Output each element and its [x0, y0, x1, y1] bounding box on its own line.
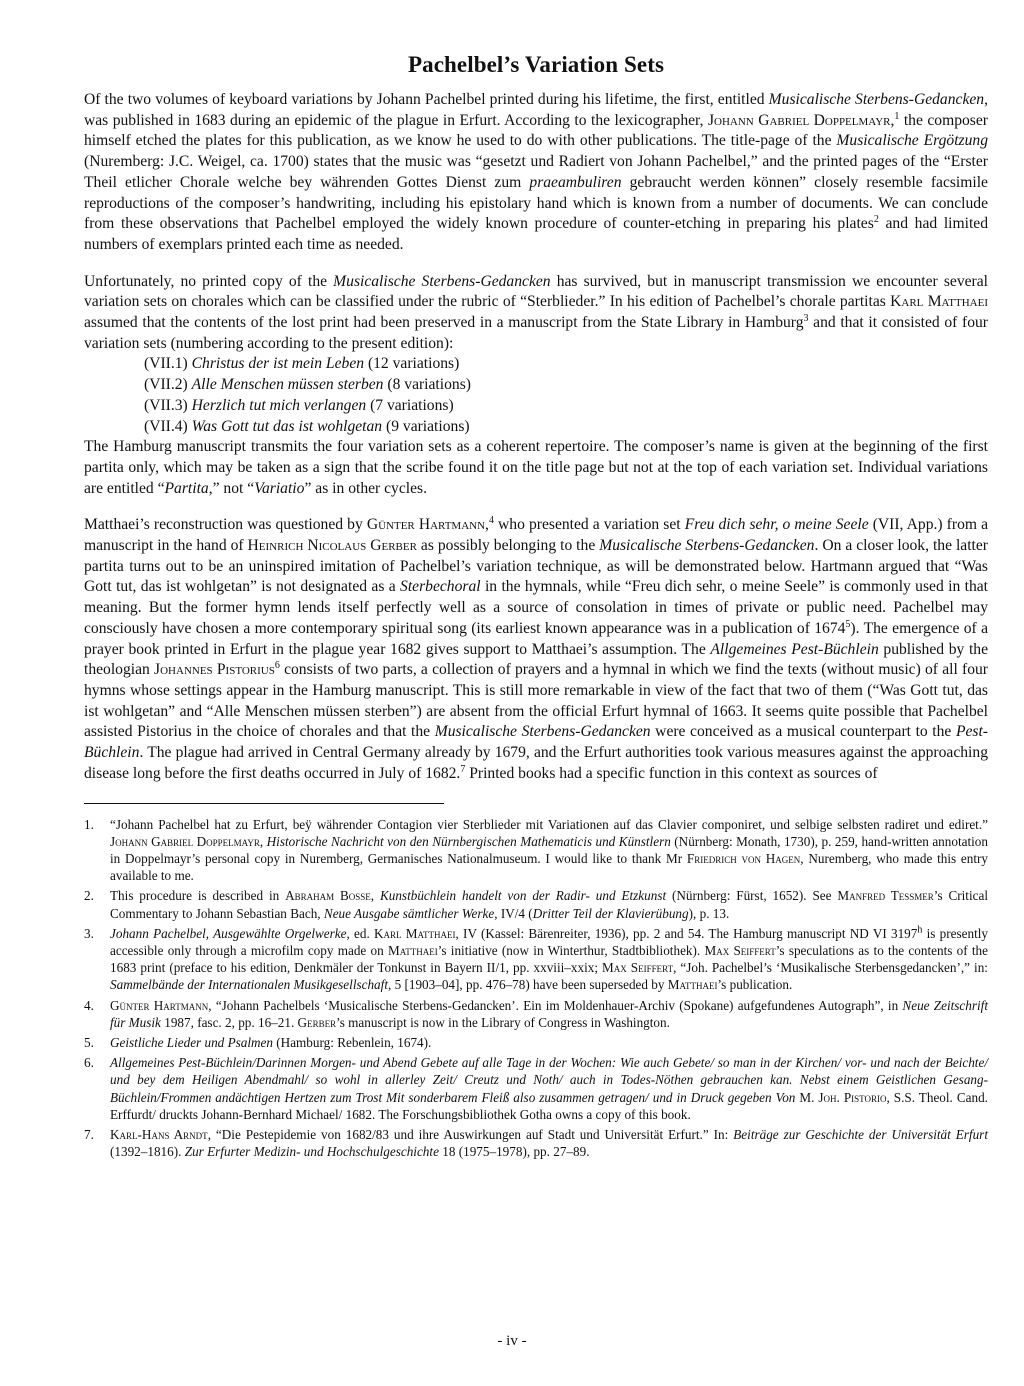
text-run: Beiträge zur Geschichte der Universität Erfurt	[733, 1126, 988, 1142]
text-run: Christus der ist mein Leben	[191, 355, 365, 373]
text-run: Freu dich sehr, o meine Seele	[684, 516, 869, 534]
text-run: , was published in 1683 during an epidemic of the plague in Erfurt. According to the lexicographer,	[84, 91, 988, 129]
footnote-number: 4.	[84, 997, 94, 1013]
text-run: ). The emergence of a prayer book printed in Erfurt in the plague year 1682 gives support to Matthaei’s assumption. The	[84, 619, 988, 658]
text-run: Printed books had a specific function in this context as sources of	[465, 764, 878, 782]
footnote-number: 1.	[84, 816, 94, 832]
footnote-number: 3.	[84, 925, 94, 941]
text-run: Zur Erfurter Medizin- und Hochschulgeschichte	[184, 1144, 439, 1160]
footnote-number: 7.	[84, 1126, 94, 1142]
footnote-number: 2.	[84, 888, 94, 904]
text-run: has survived, but in manuscript transmission we encounter several variation sets on chorales which can be classified under the rubric of “Sterblieder.” In his edition of Pachelbel’s chorale partitas	[84, 272, 988, 311]
text-run: the composer himself etched the plates for this publication, as we know he used to do with other publications. The title-page of the	[84, 111, 988, 150]
text-run: Musicalische Sterbens-Gedancken	[333, 272, 551, 290]
footnote-ref: 4	[488, 515, 494, 527]
variation-item	[144, 354, 988, 375]
text-run: Friedrich von Hagen	[686, 850, 801, 866]
text-run: ’s initiative (now in Winterthur, Stadtbibliothek).	[437, 942, 705, 958]
footnote-text	[110, 1054, 988, 1123]
text-run: as possibly belonging to the	[416, 537, 600, 555]
text-run: Heinrich Nicolaus Gerber	[247, 537, 417, 555]
text-run: praeambuliren	[529, 173, 622, 191]
text-run: Historische Nachricht von den Nürnbergischen Mathematicis und Künstlern	[266, 833, 671, 849]
footnote	[84, 925, 988, 994]
footnote-divider	[84, 803, 444, 804]
text-run: , 5 [1903–04], pp. 476–78) have been superseded by	[387, 977, 668, 993]
text-run: , “Johann Pachelbels ‘Musicalische Sterbens-Gedancken’. Ein im Moldenhauer-Archiv (Spokane) aufgefundenes Autograph”, in	[208, 997, 903, 1013]
text-run: Matthaei	[388, 942, 438, 958]
text-run: Herzlich tut mich verlangen	[191, 396, 367, 414]
text-run: Of the two volumes of keyboard variations by Johann Pachelbel printed during his lifetime, the first, entitled	[84, 91, 769, 108]
footnote-number: 5.	[84, 1034, 94, 1050]
text-run: (Nürnberg: Monath, 1730), p. 259, hand-written annotation in Doppelmayr’s personal copy in Nuremberg, Germanisches Nationalmuseum. I would like to thank Mr	[110, 833, 988, 866]
paragraph-2	[84, 272, 988, 355]
text-run: ,	[259, 833, 267, 849]
variation-list	[84, 354, 988, 437]
text-run: Musicalische Sterbens-Gedancken	[434, 723, 651, 741]
paragraph-3	[84, 515, 988, 784]
footnote-text	[110, 925, 988, 994]
text-run: ” as in other cycles.	[304, 479, 427, 497]
text-run: Was Gott tut das ist wohlgetan	[191, 417, 383, 435]
text-run: gebraucht werden können” closely resemble facsimile reproductions of the composer’s handwriting, including his epistolary hand which is known from a number of documents. We can conclude from these observations that Pachelbel employed the widely known procedure of counter-etching in preparing his plates	[84, 173, 988, 233]
text-run: Karl Matthaei	[374, 925, 456, 941]
text-run: “Johann Pachelbel hat zu Erfurt, beÿ währender Contagion vier Sterblieder mit Variationen auf das Clavier componiret, und selbige selbsten radiret und ediret.”	[110, 816, 988, 832]
text-run: , IV/4 (	[494, 905, 533, 921]
variation-item	[144, 417, 988, 438]
text-run: (VII, App.) from a manuscript in the hand of	[84, 516, 988, 555]
text-run: Sterbechoral	[400, 578, 481, 596]
text-run: , “Joh. Pachelbel’s ‘Musikalische Sterbensgedancken’,” in:	[673, 960, 988, 976]
text-run: in the hymnals, while “Freu dich sehr, o meine Seele” is commonly used in that meaning. But the former hymn lends itself perfectly well as a source of consolation in times of private or public need. Pachelbel may consciously have chosen a more contemporary spiritual song (its earliest known appearance was in a publication of 1674	[84, 578, 989, 637]
text-run: 18 (1975–1978), pp. 27–89.	[438, 1144, 590, 1160]
text-run: (VII.2)	[144, 376, 192, 394]
footnote-ref: 2	[873, 214, 879, 226]
text-run: Karl Matthaei	[890, 293, 988, 311]
text-run: published by the theologian	[84, 640, 989, 679]
text-run: ,	[890, 111, 895, 129]
footnote	[84, 997, 988, 1031]
text-run: ,	[485, 516, 489, 534]
text-run: Gerber	[297, 1014, 337, 1030]
footnotes	[84, 816, 988, 1161]
text-run: ,” not “	[208, 479, 255, 497]
text-run: were conceived as a musical counterpart to the	[650, 723, 956, 741]
footnote-ref: h	[917, 924, 923, 936]
text-run: Sammelbände der Internationalen Musikgesellschaft	[110, 977, 388, 993]
text-run: (8 variations)	[383, 376, 471, 394]
paragraph-1	[84, 90, 988, 256]
text-run: This procedure is described in	[110, 888, 286, 904]
text-run: consists of two parts, a collection of prayers and a hymnal in which we find the texts (without music) of all four hymns whose settings appear in the Hamburg manuscript. This is still more remarkable in view of the fact that two of them (“Was Gott tut, das ist wohlgetan” and “Alle Menschen müssen sterben”) are absent from the official Erfurt hymnal of 1663. It seems quite possible that Pachelbel assisted Pistorius in the choice of chorales and that the	[84, 661, 988, 741]
footnote-ref: 7	[460, 763, 466, 775]
text-run: Max Seiffert	[704, 942, 776, 958]
text-run: Joh. Pistorio	[818, 1089, 887, 1105]
text-run: Max Seiffert	[602, 960, 674, 976]
footnote-ref: 3	[803, 312, 809, 324]
text-run: Manfred Tessmer	[837, 888, 934, 904]
footnote-ref: 5	[845, 618, 851, 630]
footnote-text	[110, 997, 988, 1031]
paragraph-after-list	[84, 437, 988, 499]
text-run: . The plague had arrived in Central Germany already by 1679, and the Erfurt authorities took various measures against the approaching disease long before the first deaths occurred in July of 1682.	[84, 744, 988, 782]
text-run: (VII.4)	[144, 417, 192, 435]
text-run: Pest-Büchlein	[84, 723, 988, 762]
text-run: , IV (Kassel: Bärenreiter, 1936), pp. 2 and 54. The Hamburg manuscript ND VI 3197	[455, 925, 918, 941]
text-run: Günter Hartmann	[110, 997, 209, 1013]
variation-item	[144, 375, 988, 396]
text-run: assumed that the contents of the lost print had been preserved in a manuscript from the State Library in Hamburg	[84, 314, 804, 332]
footnote-ref: 6	[274, 660, 280, 672]
text-run: ’s speculations as to the contents of the 1683 print (preface to his edition, Denkmäler der Tonkunst in Bayern II/1, pp. xxviii–xxix;	[110, 942, 988, 976]
footnote	[84, 887, 988, 921]
text-run: (1392–1816).	[110, 1144, 185, 1160]
text-run: Johann Gabriel Doppelmayr	[110, 833, 260, 849]
text-run: Partita	[164, 479, 209, 497]
footnote-ref: 1	[894, 110, 900, 122]
text-run: Kunstbüchlein handelt von der Radir- und Etzkunst	[379, 888, 667, 904]
text-run: ’s Critical Commentary to Johann Sebastian Bach,	[110, 888, 989, 921]
text-run: The Hamburg manuscript transmits the four variation sets as a coherent repertoire. The composer’s name is given at the beginning of the first partita only, which may be taken as a sign that the scribe found it on the title page but not at the top of each variation set. Individual variations are entitled “	[84, 438, 988, 497]
text-run: ’s manuscript is now in the Library of Congress in Washington.	[336, 1014, 670, 1030]
text-run: is presently accessible only through a microfilm copy made on	[110, 925, 988, 958]
text-run: (Hamburg: Rebenlein, 1674).	[272, 1034, 432, 1050]
text-run: Karl-Hans Arndt	[110, 1126, 208, 1142]
text-run: . On a closer look, the latter partita turns out to be an uninspired imitation of Pachelbel’s variation technique, as will be demonstrated below. Hartmann argued that “Was Gott tut, das ist wohlgetan” is not designated as a	[84, 537, 988, 596]
text-run: Abraham Bosse	[285, 888, 371, 904]
text-run: Johann Gabriel Doppelmayr	[707, 111, 891, 129]
text-run: (7 variations)	[366, 396, 454, 414]
footnote-number: 6.	[84, 1055, 94, 1071]
text-run: , Nuremberg, who made this entry available to me.	[110, 850, 988, 884]
text-run: Alle Menschen müssen sterben	[191, 376, 384, 394]
text-run: M.	[795, 1089, 819, 1105]
text-run: Allgemeines Pest-Büchlein/Darinnen Morgen- und Abend Gebete auf alle Tage in der Wochen: Wie auch Gebete/ so man in der Kirchen/ vor- und nach der Beichte/ und bey dem Heiligen Abendmahl/ so wohl in allerley Zeit/ Creutz und Noth/ auch in Todes-Nöthen gebrauchen kan. Nebst einem Geistlichen Gesang-Büchlein/Frommen andächtigen Hertzen zum Trost Mit sonderbarem Fleiß also zusammen getragen/ und in Druck gegeben Von	[110, 1055, 988, 1105]
text-run: and that it consisted of four variation sets (numbering according to the present edition):	[84, 314, 988, 352]
text-run: Musicalische Sterbens-Gedancken	[768, 91, 985, 108]
text-run: , “Die Pestepidemie von 1682/83 und ihre Auswirkungen auf Stadt und Universität Erfurt.” In:	[207, 1126, 734, 1142]
text-run: Günter Hartmann	[366, 516, 486, 534]
text-run: (Nuremberg: J.C. Weigel, ca. 1700) states that the music was “gesetzt und Radiert von Johann Pachelbel,” and the printed pages of the “Erster Theil etlicher Chorale welche bey währenden Gottes Dienst zum	[84, 153, 988, 191]
text-run: Unfortunately, no printed copy of the	[84, 272, 334, 290]
footnote-text	[110, 887, 988, 921]
text-run: Johannes Pistorius	[154, 661, 275, 679]
text-run: , ed.	[346, 925, 375, 941]
footnote-text	[110, 816, 988, 885]
text-run: Dritter Teil der Klavierübung	[532, 905, 689, 921]
text-run: Neue Ausgabe sämtlicher Werke	[323, 905, 495, 921]
text-run: (Nürnberg: Fürst, 1652). See	[666, 888, 838, 904]
text-run: Musicalische Sterbens-Gedancken	[599, 537, 815, 555]
footnote-text	[110, 1126, 988, 1160]
text-run: 1987, fasc. 2, pp. 16–21.	[160, 1014, 298, 1030]
text-run: Variatio	[254, 479, 305, 497]
text-run: and had limited numbers of exemplars printed each time as needed.	[84, 215, 988, 253]
text-run: Matthaei’s reconstruction was questioned by	[84, 516, 367, 534]
page-title: Pachelbel’s Variation Sets	[407, 52, 665, 77]
variation-item	[144, 396, 988, 417]
footnote	[84, 1034, 988, 1051]
text-run: (9 variations)	[382, 417, 470, 435]
footnote	[84, 816, 988, 885]
page-number: - iv -	[497, 1333, 527, 1349]
text-run: Geistliche Lieder und Psalmen	[110, 1034, 273, 1050]
text-run: (12 variations)	[364, 355, 460, 373]
text-run: Allgemeines Pest-Büchlein	[710, 640, 879, 658]
text-run: ), p. 13.	[688, 905, 730, 921]
text-run: Musicalische Ergötzung	[836, 132, 989, 150]
text-run: Matthaei	[667, 977, 718, 993]
text-run: who presented a variation set	[493, 516, 685, 534]
text-run: Neue Zeitschrift für Musik	[110, 997, 988, 1030]
footnote	[84, 1054, 988, 1123]
text-run: (VII.1)	[144, 355, 192, 373]
text-run: ’s publication.	[717, 977, 793, 993]
text-run: ,	[370, 888, 380, 904]
text-run: Johann Pachelbel, Ausgewählte Orgelwerke	[110, 925, 347, 941]
text-run: (VII.3)	[144, 396, 192, 414]
footnote	[84, 1126, 988, 1160]
text-run: , S.S. Theol. Cand. Erffurdt/ druckts Johann-Bernhard Michael/ 1682. The Forschungsbibliothek Gotha owns a copy of this book.	[110, 1089, 988, 1122]
footnote-text	[110, 1034, 988, 1051]
